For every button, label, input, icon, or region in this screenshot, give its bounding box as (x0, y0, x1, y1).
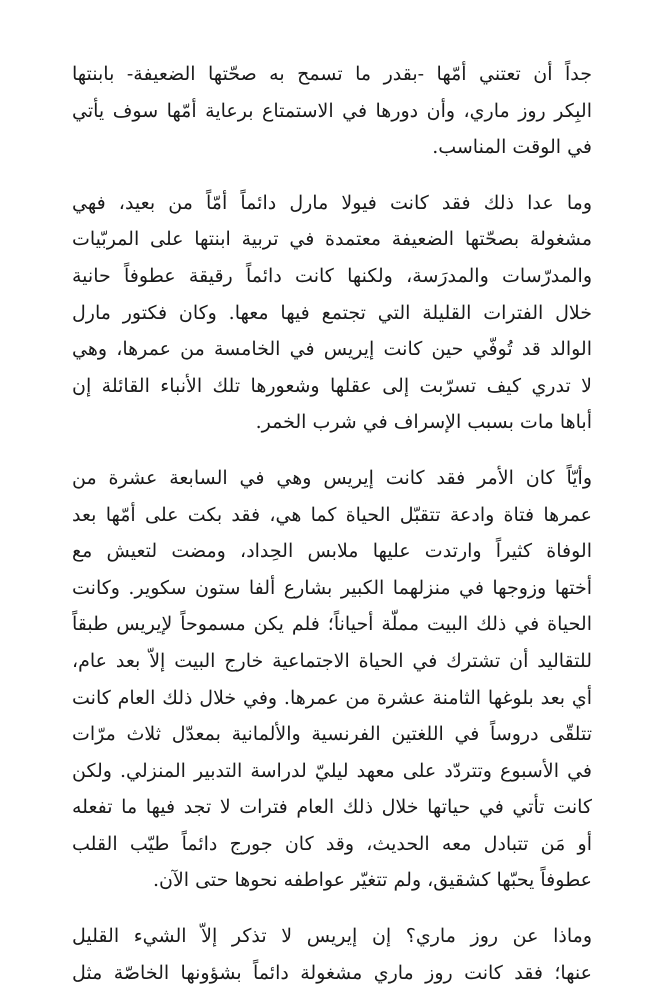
text-line: لا تدري كيف تسرّبت إلى عقلها وشعورها تلك الأنباء القائلة إن (72, 374, 592, 397)
text-line: مشغولة بصحّتها الضعيفة معتمدة في تربية ابنتها على المربّيات (72, 228, 592, 251)
text-line: وأيّاً كان الأمر فقد كانت إيريس وهي في السابعة عشرة من (72, 466, 592, 489)
paragraph-spacer (72, 441, 592, 460)
text-line: أختها وزوجها في منزلهما الكبير بشارع ألفا ستون سكوير. وكانت (72, 576, 592, 599)
text-line: أو مَن تتبادل معه الحديث، وقد كان جورج دائماً طيّب القلب (72, 832, 592, 855)
text-line: الوفاة كثيراً وارتدت عليها ملابس الحِداد، ومضت لتعيش مع (72, 540, 592, 563)
text-line: للتقاليد أن تشترك في الحياة الاجتماعية خارج البيت إلاّ بعد عام، (72, 649, 592, 672)
text-line: وما عدا ذلك فقد كانت فيولا مارل دائماً أمّاً من بعيد، فهي (72, 191, 592, 214)
text-line: وماذا عن روز ماري؟ إن إيريس لا تذكر إلاّ الشيء القليل (72, 925, 592, 948)
paragraph-2 (72, 185, 592, 441)
text-line: الحياة في ذلك البيت مملّة أحياناً؛ فلم يكن مسموحاً لإيريس طبقاً (72, 613, 592, 636)
paragraph-spacer (72, 166, 592, 185)
paragraph-spacer (72, 899, 592, 918)
paragraph-3 (72, 460, 592, 899)
text-line: في الوقت المناسب. (432, 136, 592, 159)
text-line: كانت تأتي في حياتها خلال ذلك العام فترات لا تجد فيها ما تفعله (72, 796, 592, 819)
text-line: البِكر روز ماري، وأن دورها في الاستمتاع برعاية أمّها سوف يأتي (72, 99, 592, 122)
paragraph-4 (72, 918, 592, 991)
text-line: خلال الفترات القليلة التي تجتمع فيها معها. وكان فكتور مارل (72, 301, 592, 324)
paragraph-1 (72, 56, 592, 166)
text-line: والمدرّسات والمدرَسة، ولكنها كانت دائماً رقيقة عطوفاً حانية (72, 264, 592, 287)
text-line: تتلقّى دروساً في اللغتين الفرنسية والألمانية بمعدّل ثلاث مرّات (72, 723, 592, 746)
text-line: جداً أن تعتني أمّها -بقدر ما تسمح به صحّتها الضعيفة- بابنتها (72, 63, 592, 85)
text-line: أي بعد بلوغها الثامنة عشرة من عمرها. وفي خلال ذلك العام كانت (72, 686, 592, 709)
text-line: عمرها فتاة وادعة تتقبّل الحياة كما هي، فقد بكت على أمّها بعد (72, 503, 592, 526)
text-line: الوالد قد تُوفّي حين كانت إيريس في الخامسة من عمرها، وهي (72, 338, 592, 361)
text-line: أباها مات بسبب الإسراف في شرب الخمر. (255, 411, 592, 434)
book-page (72, 56, 592, 991)
text-line: في الأسبوع وتتردّد على معهد ليليّ لدراسة التدبير المنزلي. ولكن (72, 759, 592, 782)
text-line: عطوفاً يحبّها كشقيق، ولم تتغيّر عواطفه نحوها حتى الآن. (152, 869, 592, 892)
text-line: عنها؛ فقد كانت روز ماري مشغولة دائماً بشؤونها الخاصّة مثل (72, 961, 592, 984)
